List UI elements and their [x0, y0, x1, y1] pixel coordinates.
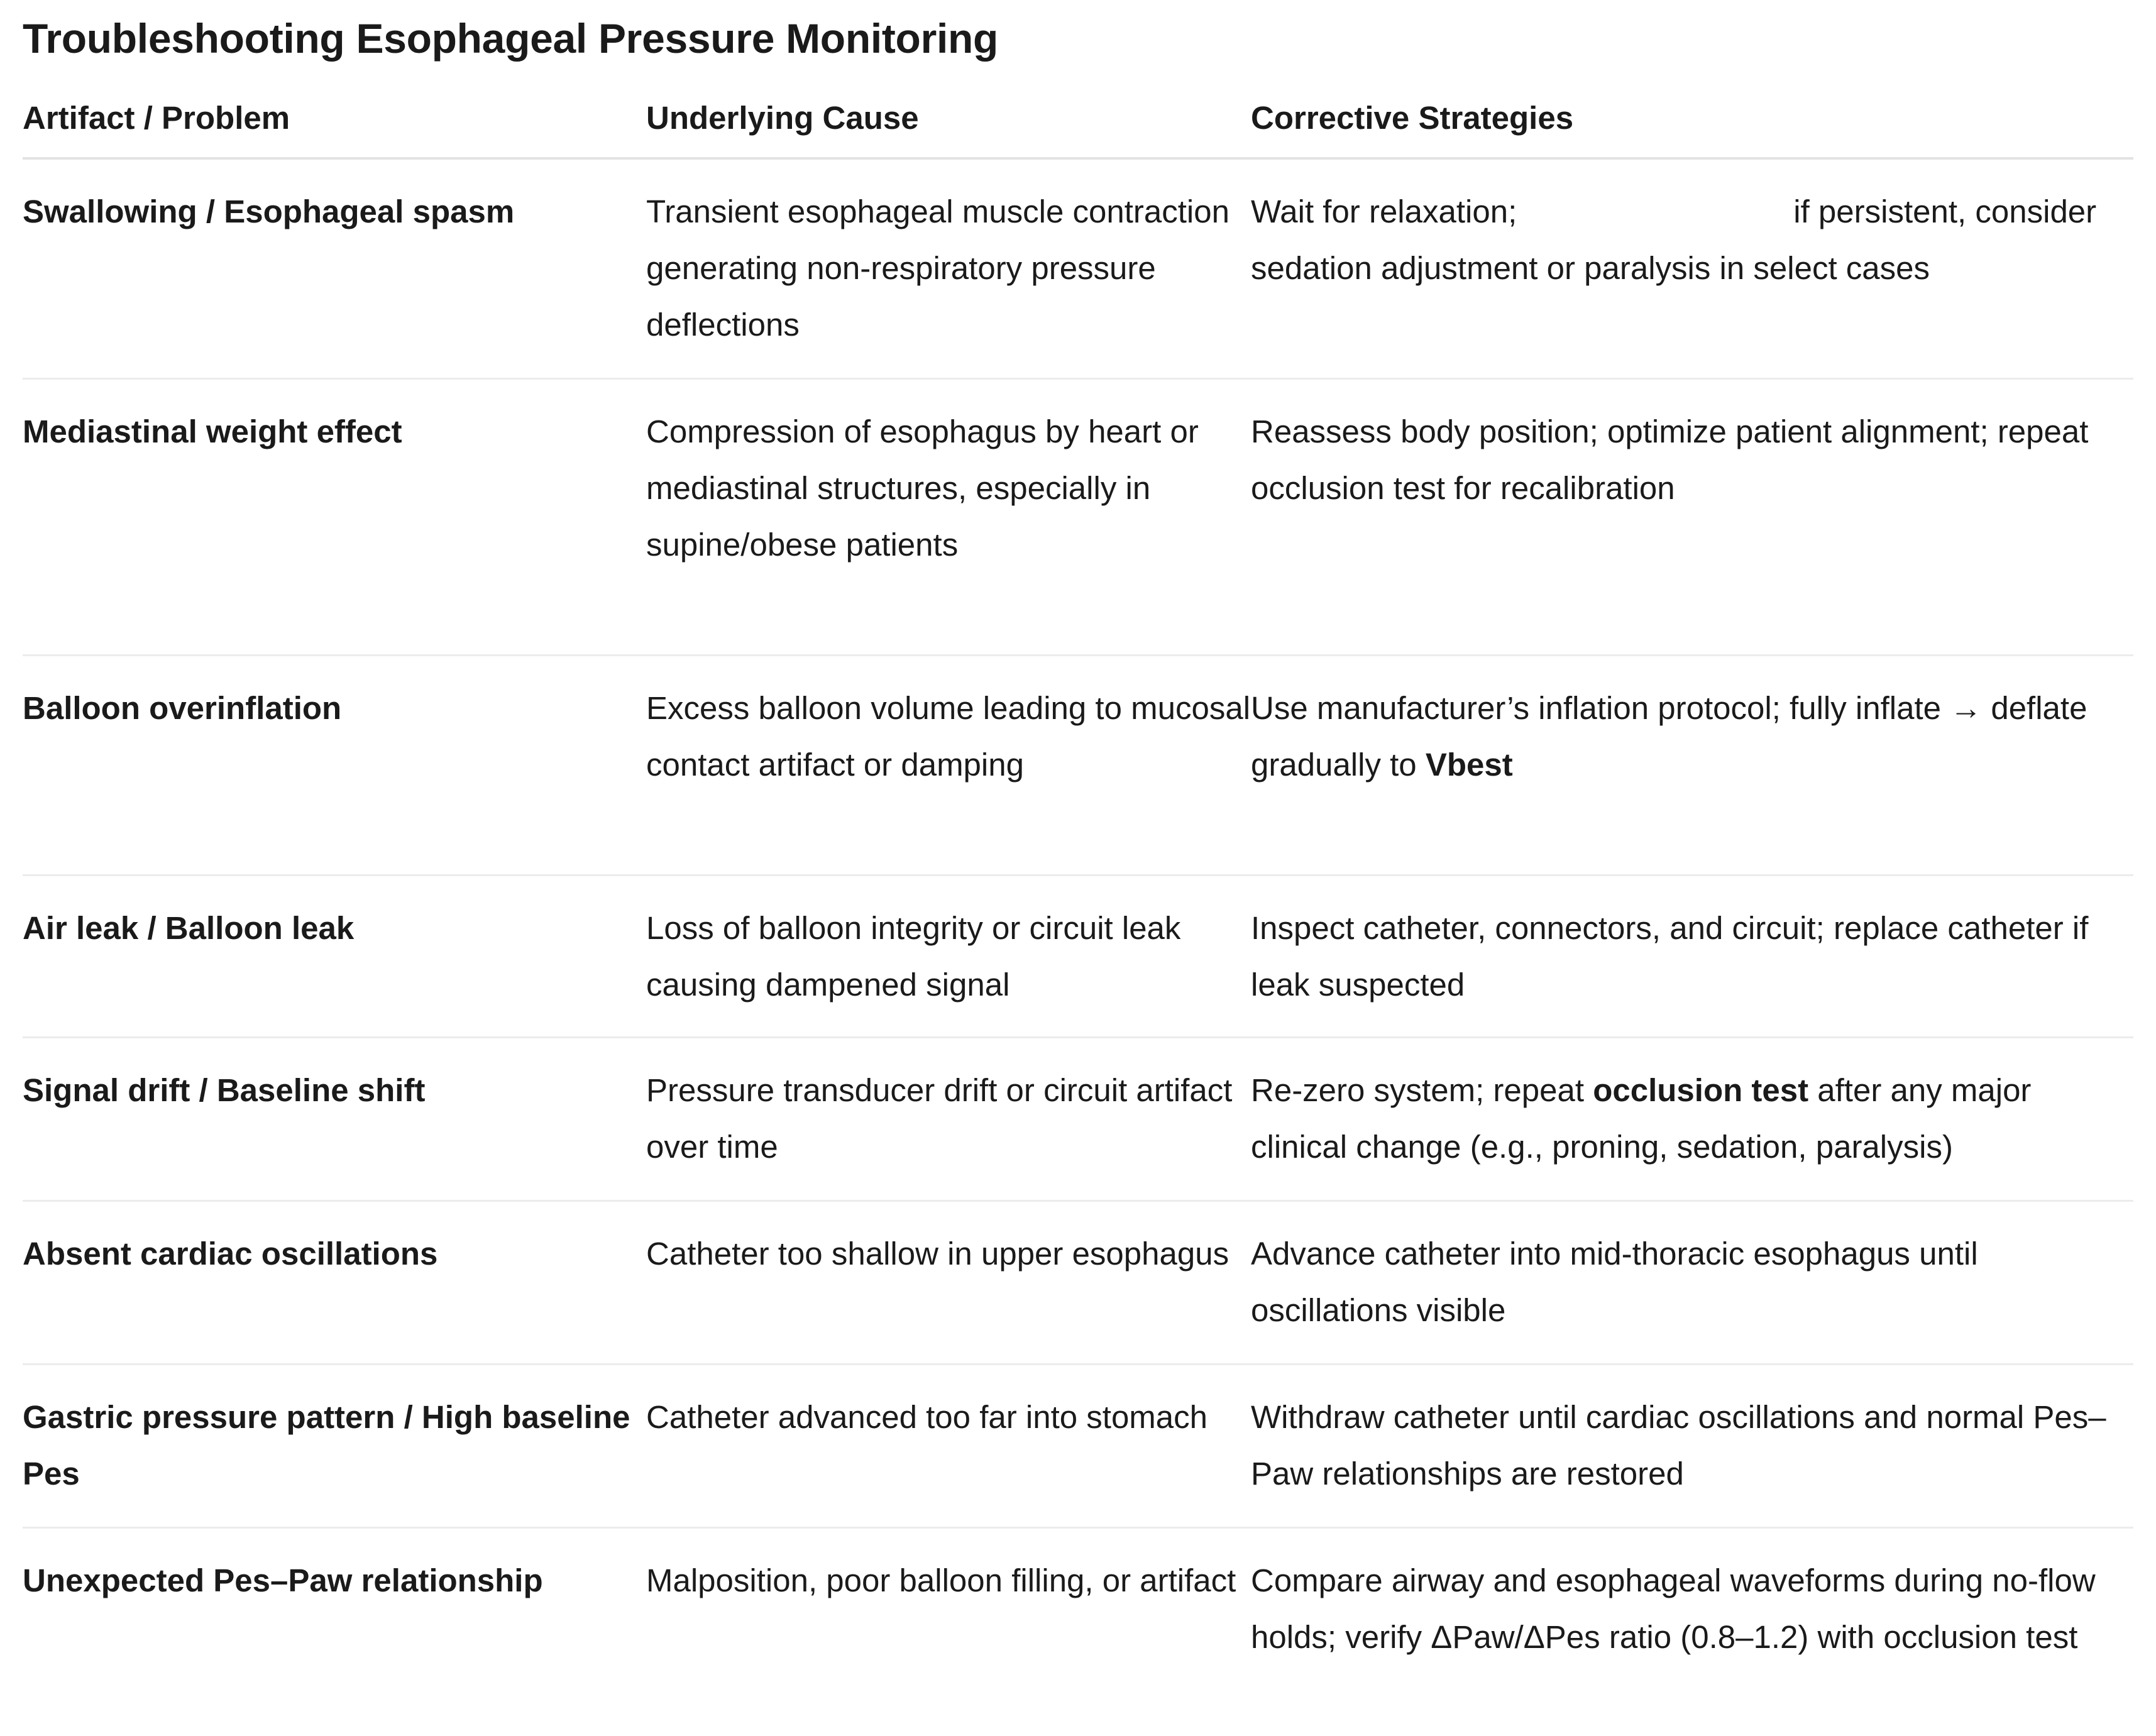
- strategy-bold-text: Vbest: [1425, 747, 1513, 783]
- problem-cell: Signal drift / Baseline shift: [23, 1072, 426, 1108]
- cause-cell: Excess balloon volume leading to mucosal contact artifact or damping: [646, 690, 1251, 783]
- strategy-cell: Reassess body position; optimize patient alignment; repeat occlusion test for recalibration: [1251, 414, 2089, 506]
- table-row: [23, 876, 2133, 1038]
- strategy-text: if persistent, consider sedation adjustment or paralysis in select cases: [1251, 194, 2097, 286]
- table-row: [23, 656, 2133, 876]
- strategy-cell: Compare airway and esophageal waveforms during no-flow holds; verify ΔPaw/ΔPes ratio (0.8–1.2) with occlusion test: [1251, 1563, 2096, 1655]
- cause-cell: Loss of balloon integrity or circuit leak causing dampened signal: [646, 910, 1181, 1003]
- strategy-text: after any major clinical change (e.g., proning, sedation, paralysis): [1251, 1072, 2032, 1165]
- strategy-cell: Advance catheter into mid-thoracic esophagus until oscillations visible: [1251, 1236, 1978, 1328]
- strategy-cell: [1251, 1062, 2133, 1200]
- table-row: [23, 1202, 2133, 1365]
- cause-cell: Compression of esophagus by heart or mediastinal structures, especially in supine/obese patients: [646, 414, 1199, 563]
- document: [23, 0, 2133, 1736]
- strategy-text: Use manufacturer’s inflation protocol; fully inflate → deflate gradually to: [1251, 690, 2087, 783]
- problem-cell: Balloon overinflation: [23, 690, 342, 726]
- strategy-text: Wait for relaxation;: [1251, 194, 1517, 229]
- problem-cell: Air leak / Balloon leak: [23, 910, 355, 946]
- cause-cell: Catheter too shallow in upper esophagus: [646, 1236, 1229, 1272]
- strategy-bold-text: occlusion test: [1593, 1072, 1809, 1108]
- column-header-problem: Artifact / Problem: [23, 100, 290, 136]
- problem-cell: Mediastinal weight effect: [23, 414, 402, 449]
- table-row: [23, 1529, 2133, 1736]
- strategy-cell: [1251, 680, 2133, 874]
- column-header-strategies: Corrective Strategies: [1251, 100, 1574, 136]
- cause-cell: Catheter advanced too far into stomach: [646, 1399, 1208, 1435]
- cause-cell: Pressure transducer drift or circuit artifact over time: [646, 1072, 1233, 1165]
- problem-cell: Swallowing / Esophageal spasm: [23, 194, 515, 229]
- table-row: [23, 1365, 2133, 1529]
- problem-cell: Gastric pressure pattern / High baseline Pes: [23, 1399, 630, 1492]
- problem-cell: Absent cardiac oscillations: [23, 1236, 438, 1272]
- column-header-cause: Underlying Cause: [646, 100, 919, 136]
- document-title: Troubleshooting Esophageal Pressure Monitoring: [23, 15, 999, 62]
- table-header: [23, 63, 2133, 160]
- table-row: [23, 160, 2133, 380]
- cause-cell: Transient esophageal muscle contraction generating non-respiratory pressure deflections: [646, 194, 1229, 343]
- table-row: [23, 1038, 2133, 1202]
- strategy-text: Re-zero system; repeat: [1251, 1072, 1593, 1108]
- strategy-cell: Withdraw catheter until cardiac oscillations and normal Pes–Paw relationships are restored: [1251, 1399, 2106, 1492]
- problem-cell: Unexpected Pes–Paw relationship: [23, 1563, 543, 1598]
- strategy-cell: Inspect catheter, connectors, and circuit; replace catheter if leak suspected: [1251, 910, 2089, 1003]
- table-row: [23, 380, 2133, 656]
- strategy-cell: [1251, 184, 2133, 378]
- cause-cell: Malposition, poor balloon filling, or artifact: [646, 1563, 1236, 1598]
